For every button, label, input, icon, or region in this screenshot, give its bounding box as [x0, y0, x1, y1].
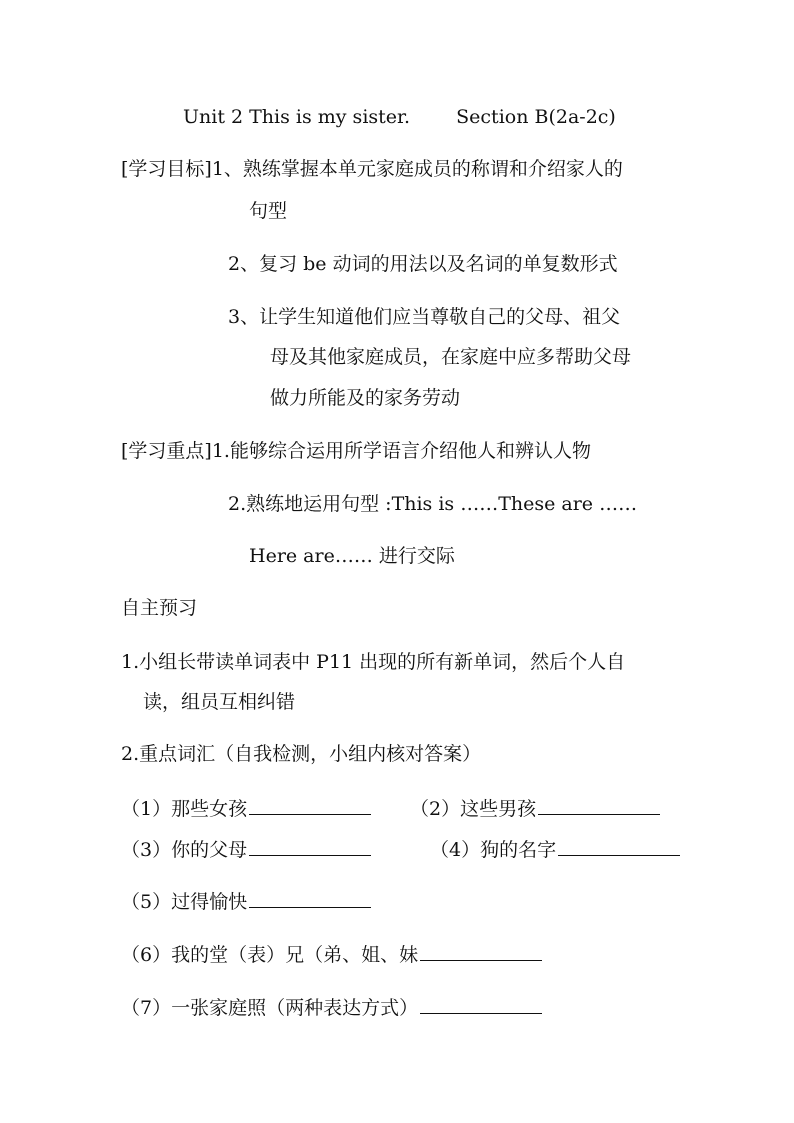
vocab-prompt: （4）狗的名字 [430, 839, 557, 861]
title-line [183, 105, 616, 129]
preview-task-1-continued: 读，组员互相纠错 [143, 691, 296, 713]
answer-blank[interactable] [420, 942, 542, 961]
vocab-item-2 [410, 796, 660, 821]
objectives-line-1 [121, 157, 623, 181]
key-point-2: 2.熟练地运用句型 :This is ……These are …… [228, 493, 638, 515]
vocab-prompt: （6）我的堂（表）兄（弟、姐、妹 [121, 944, 419, 966]
key-points-label: [学习重点] [121, 440, 212, 462]
preview-task-1: 1.小组长带读单词表中 P11 出现的所有新单词，然后个人自 [121, 651, 626, 673]
vocab-prompt: （3）你的父母 [121, 839, 248, 861]
vocab-item-7 [121, 995, 542, 1020]
answer-blank[interactable] [249, 889, 371, 908]
vocab-item-3 [121, 837, 371, 862]
section-title: Section B(2a-2c) [456, 106, 616, 128]
answer-blank[interactable] [420, 995, 542, 1014]
objective-3: 3、让学生知道他们应当尊敬自己的父母、祖父 [228, 306, 621, 328]
preview-task-2: 2.重点词汇（自我检测，小组内核对答案） [121, 743, 482, 765]
answer-blank[interactable] [249, 837, 371, 856]
answer-blank[interactable] [249, 796, 371, 815]
objective-1-continued: 句型 [249, 200, 288, 222]
vocab-item-1 [121, 796, 371, 821]
key-point-1: 1.能够综合运用所学语言介绍他人和辨认人物 [211, 440, 591, 462]
vocab-item-5 [121, 889, 371, 914]
vocab-prompt: （1）那些女孩 [121, 798, 248, 820]
objective-3-continued-1: 母及其他家庭成员，在家庭中应多帮助父母 [270, 346, 632, 368]
answer-blank[interactable] [558, 837, 680, 856]
key-points-line-1 [121, 439, 591, 463]
vocab-prompt: （2）这些男孩 [410, 798, 537, 820]
objective-1: 1、熟练掌握本单元家庭成员的称谓和介绍家人的 [211, 158, 623, 180]
preview-heading: 自主预习 [121, 597, 198, 619]
vocab-prompt: （7）一张家庭照（两种表达方式） [121, 997, 419, 1019]
answer-blank[interactable] [538, 796, 660, 815]
objective-2: 2、复习 be 动词的用法以及名词的单复数形式 [228, 253, 618, 275]
unit-title: Unit 2 This is my sister. [183, 106, 411, 128]
vocab-item-6 [121, 942, 542, 967]
key-point-2-continued: Here are…… 进行交际 [249, 545, 455, 567]
vocab-item-4 [430, 837, 680, 862]
objectives-label: [学习目标] [121, 158, 212, 180]
objective-3-continued-2: 做力所能及的家务劳动 [270, 387, 461, 409]
vocab-prompt: （5）过得愉快 [121, 891, 248, 913]
